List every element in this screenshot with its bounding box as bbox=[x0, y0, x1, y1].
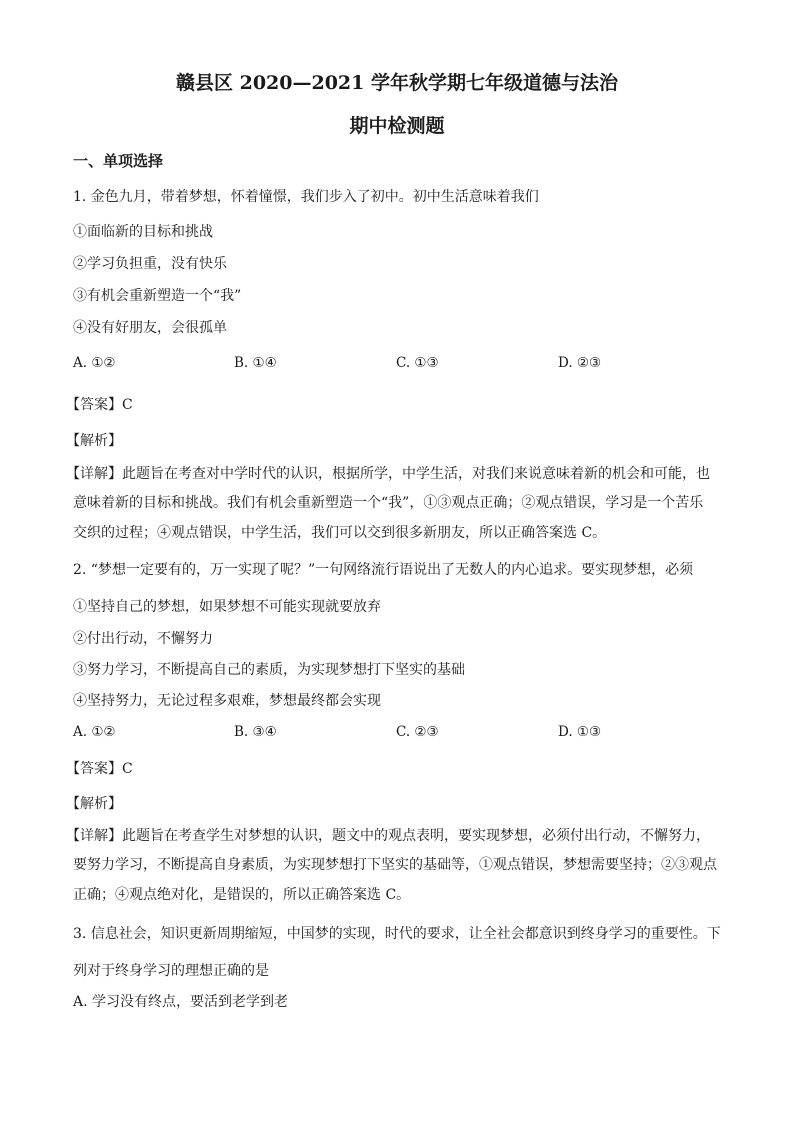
q2-item: ①坚持自己的梦想，如果梦想不可能实现就要放弃 bbox=[73, 599, 381, 615]
q1-detail-line: 【详解】此题旨在考查对中学时代的认识，根据所学，中学生活，对我们来说意味着新的机会和可能，也 bbox=[66, 466, 710, 482]
q1-item: ③有机会重新塑造一个“我” bbox=[73, 288, 242, 304]
q1-analysis-label: 【解析】 bbox=[66, 433, 122, 449]
q1-item: ②学习负担重，没有快乐 bbox=[73, 256, 227, 272]
q3-stem-line: 3. 信息社会，知识更新周期缩短，中国梦的实现，时代的要求，让全社会都意识到终身学习的重要性。下 bbox=[73, 926, 721, 942]
q2-detail-line: 正确；④观点绝对化，是错误的，所以正确答案选 C。 bbox=[73, 887, 411, 903]
q1-option-d: D. ②③ bbox=[558, 355, 602, 371]
q2-item: ④坚持努力，无论过程多艰难，梦想最终都会实现 bbox=[73, 693, 381, 709]
q2-detail-line: 【详解】此题旨在考查学生对梦想的认识，题文中的观点表明，要实现梦想，必须付出行动，不懈努力， bbox=[66, 828, 710, 844]
q1-detail-line: 交织的过程；④观点错误，中学生活，我们可以交到很多新朋友，所以正确答案选 C。 bbox=[73, 525, 607, 541]
q2-item: ③努力学习，不断提高自己的素质，为实现梦想打下坚实的基础 bbox=[73, 662, 465, 678]
q3-stem-line: 列对于终身学习的理想正确的是 bbox=[73, 963, 269, 979]
q1-option-c: C. ①③ bbox=[396, 355, 439, 371]
q2-option-c: C. ②③ bbox=[396, 724, 439, 740]
q1-option-a: A. ①② bbox=[73, 355, 116, 371]
q2-stem: 2. “梦想一定要有的，万一实现了呢？”一句网络流行语说出了无数人的内心追求。要实现梦想，必须 bbox=[73, 562, 694, 578]
q2-option-b: B. ③④ bbox=[234, 724, 277, 740]
doc-title: 赣县区 2020—2021 学年秋学期七年级道德与法治 bbox=[176, 72, 618, 94]
q2-option-d: D. ①③ bbox=[558, 724, 602, 740]
q1-option-b: B. ①④ bbox=[234, 355, 277, 371]
q1-item: ④没有好朋友，会很孤单 bbox=[73, 320, 227, 336]
q2-option-a: A. ①② bbox=[73, 724, 116, 740]
q3-option-a: A. 学习没有终点，要活到老学到老 bbox=[73, 994, 289, 1010]
q1-answer: 【答案】C bbox=[66, 397, 133, 413]
q1-item: ①面临新的目标和挑战 bbox=[73, 224, 213, 240]
q1-stem: 1. 金色九月，带着梦想，怀着憧憬，我们步入了初中。初中生活意味着我们 bbox=[73, 189, 539, 205]
q2-answer: 【答案】C bbox=[66, 761, 133, 777]
q1-detail-line: 意味着新的目标和挑战。我们有机会重新塑造一个“我”，①③观点正确；②观点错误，学习是一个苦乐 bbox=[73, 495, 704, 511]
q2-item: ②付出行动，不懈努力 bbox=[73, 631, 213, 647]
section-heading: 一、单项选择 bbox=[73, 152, 164, 170]
doc-subtitle: 期中检测题 bbox=[349, 115, 445, 137]
q2-detail-line: 要努力学习，不断提高自身素质，为实现梦想打下坚实的基础等，①观点错误，梦想需要坚持；②③观点 bbox=[73, 857, 717, 873]
q2-analysis-label: 【解析】 bbox=[66, 796, 122, 812]
